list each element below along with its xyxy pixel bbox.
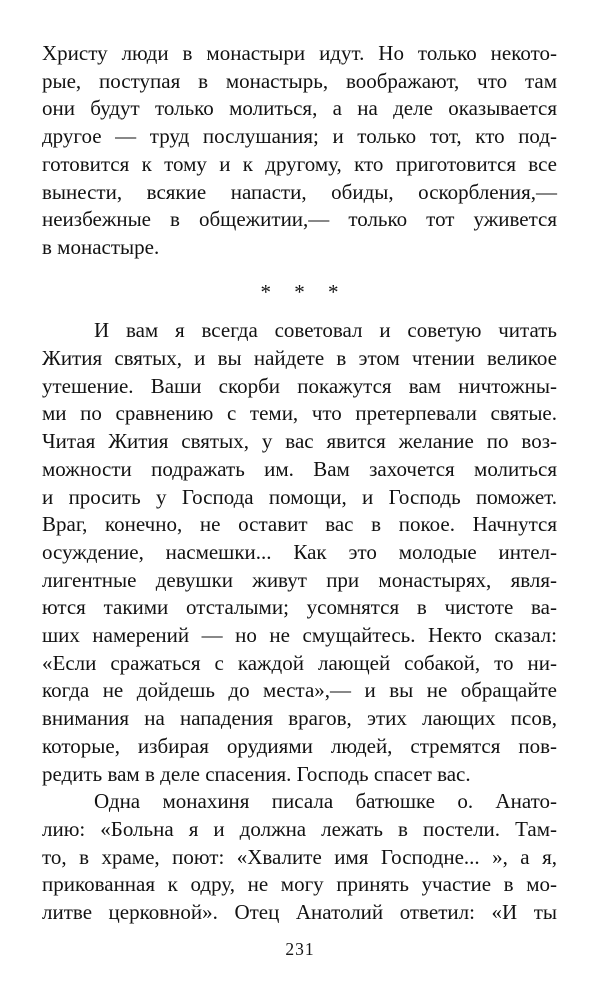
text-line: литве церковной». Отец Анатолий ответил: «И ты — [42, 900, 557, 925]
text-line: готовится к тому и к другому, кто приготовится все — [42, 151, 557, 176]
text-line: Жития святых, и вы найдете в этом чтении великое — [42, 346, 557, 371]
text-line: рые, поступая в монастырь, воображают, что там — [42, 68, 557, 93]
text-line: ми по сравнению с теми, что претерпевали святые. — [42, 401, 557, 426]
page-text — [42, 40, 557, 927]
text-line: то, в храме, поют: «Хвалите имя Господне... », а я, — [42, 844, 557, 869]
page-number: 231 — [285, 939, 315, 959]
text-line: ются такими отсталыми; усомнятся в чистоте ва- — [42, 595, 557, 620]
paragraph — [42, 40, 557, 262]
text-line: «Если сражаться с каждой лающей собакой, то ни- — [42, 650, 557, 675]
text-line: Одна монахиня писала батюшке о. Анато- — [94, 789, 557, 814]
text-line: и просить у Господа помощи, и Господь поможет. — [42, 484, 557, 509]
text-line: Враг, конечно, не оставит вас в покое. Начнутся — [42, 512, 557, 537]
text-line: вынести, всякие напасти, обиды, оскорбления,— — [42, 179, 557, 204]
text-line: лигентные девушки живут при монастырях, явля- — [42, 567, 557, 592]
text-line: которые, избирая орудиями людей, стремятся пов- — [42, 733, 557, 758]
text-line: другое — труд послушания; и только тот, кто под- — [42, 124, 557, 149]
text-line: И вам я всегда советовал и советую читать — [94, 318, 557, 343]
text-line: они будут только молиться, а на деле оказывается — [42, 96, 557, 121]
text-line: внимания на нападения врагов, этих лающих псов, — [42, 706, 557, 731]
text-line: Христу люди в монастыри идут. Но только некото- — [42, 41, 557, 65]
text-line: в монастыре. — [42, 234, 160, 259]
text-line: лию: «Больна я и должна лежать в постели. Там- — [42, 816, 557, 841]
section-separator: * * * — [260, 279, 348, 304]
text-line: осуждение, насмешки... Как это молодые интел- — [42, 539, 557, 564]
text-line: прикованная к одру, не могу принять участие в мо- — [42, 872, 557, 897]
paragraph — [42, 317, 557, 788]
text-line: можности подражать им. Вам захочется молиться — [42, 456, 557, 481]
text-line: Читая Жития святых, у вас явится желание по воз- — [42, 429, 557, 454]
text-line: ших намерений — но не смущайтесь. Некто сказал: — [42, 623, 557, 648]
text-line: неизбежные в общежитии,— только тот уживется — [42, 207, 557, 232]
text-line: утешение. Ваши скорби покажутся вам ничтожны- — [42, 373, 557, 398]
text-line: когда не дойдешь до места»,— и вы не обращайте — [42, 678, 557, 703]
text-line: редить вам в деле спасения. Господь спасет вас. — [42, 761, 471, 786]
paragraph — [42, 788, 557, 927]
